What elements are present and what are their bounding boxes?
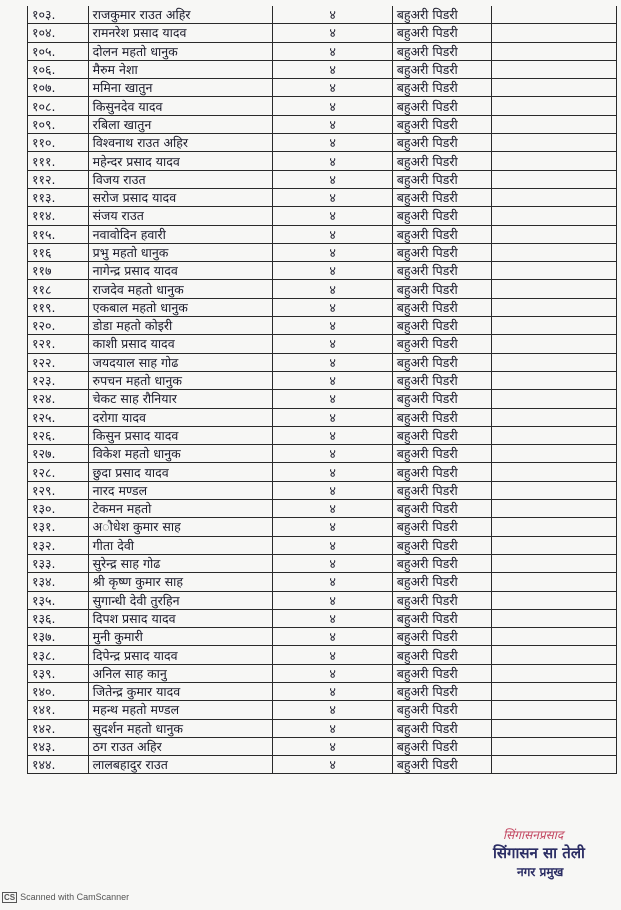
table-row [28,518,617,536]
ward-name: बहुअरी पिडरी [392,701,491,719]
table-body [28,6,617,774]
class-value: ४ [273,591,392,609]
ward-name: बहुअरी पिडरी [392,463,491,481]
person-name: जयदयाल साह गोढ [88,353,273,371]
class-value: ४ [273,628,392,646]
class-value: ४ [273,79,392,97]
stamp-name: सिंगासन सा तेली [493,844,585,862]
empty-cell [491,554,616,572]
table-row [28,262,617,280]
empty-cell [491,97,616,115]
table-row [28,664,617,682]
table-row [28,609,617,627]
class-value: ४ [273,6,392,24]
row-number: १०५. [28,42,89,60]
empty-cell [491,536,616,554]
empty-cell [491,682,616,700]
table-row [28,481,617,499]
row-number: १४०. [28,682,89,700]
table-row [28,335,617,353]
person-name: किसुन प्रसाद यादव [88,426,273,444]
row-number: १०८. [28,97,89,115]
row-number: १०६. [28,60,89,78]
person-name: ठग राउत अहिर [88,737,273,755]
ward-name: बहुअरी पिडरी [392,390,491,408]
table-row [28,42,617,60]
empty-cell [491,298,616,316]
row-number: ११४. [28,207,89,225]
table-row [28,170,617,188]
table-row [28,390,617,408]
ward-name: बहुअरी पिडरी [392,207,491,225]
empty-cell [491,408,616,426]
table-row [28,591,617,609]
person-name: रामनरेश प्रसाद यादव [88,24,273,42]
table-row [28,225,617,243]
person-name: महेन्दर प्रसाद यादव [88,152,273,170]
class-value: ४ [273,298,392,316]
row-number: १४३. [28,737,89,755]
empty-cell [491,390,616,408]
ward-name: बहुअरी पिडरी [392,518,491,536]
empty-cell [491,225,616,243]
person-name: नारद मण्डल [88,481,273,499]
person-name: सरोज प्रसाद यादव [88,188,273,206]
ward-name: बहुअरी पिडरी [392,481,491,499]
person-name: नवावोदिन हवारी [88,225,273,243]
person-name: काशी प्रसाद यादव [88,335,273,353]
table-row [28,756,617,774]
empty-cell [491,609,616,627]
ward-name: बहुअरी पिडरी [392,628,491,646]
ward-name: बहुअरी पिडरी [392,646,491,664]
class-value: ४ [273,756,392,774]
row-number: १२५. [28,408,89,426]
class-value: ४ [273,243,392,261]
table-row [28,445,617,463]
empty-cell [491,463,616,481]
ward-name: बहुअरी पिडरी [392,609,491,627]
class-value: ४ [273,737,392,755]
class-value: ४ [273,152,392,170]
row-number: १०९. [28,115,89,133]
ward-name: बहुअरी पिडरी [392,353,491,371]
table-row [28,463,617,481]
class-value: ४ [273,170,392,188]
row-number: १३४. [28,573,89,591]
row-number: ११३. [28,188,89,206]
table-row [28,371,617,389]
person-name: मैरुम नेशा [88,60,273,78]
ward-name: बहुअरी पिडरी [392,317,491,335]
row-number: ११८ [28,280,89,298]
person-name: सुदर्शन महतो धानुक [88,719,273,737]
class-value: ४ [273,390,392,408]
person-name: विश्वनाथ राउत अहिर [88,134,273,152]
empty-cell [491,664,616,682]
ward-name: बहुअरी पिडरी [392,115,491,133]
table-row [28,79,617,97]
person-name: चेकट साह रौनियार [88,390,273,408]
empty-cell [491,60,616,78]
ward-name: बहुअरी पिडरी [392,335,491,353]
ward-name: बहुअरी पिडरी [392,262,491,280]
scanner-text: Scanned with CamScanner [20,892,130,902]
ward-name: बहुअरी पिडरी [392,536,491,554]
empty-cell [491,317,616,335]
row-number: १२६. [28,426,89,444]
table-row [28,24,617,42]
class-value: ४ [273,573,392,591]
ward-name: बहुअरी पिडरी [392,719,491,737]
empty-cell [491,481,616,499]
row-number: १३५. [28,591,89,609]
class-value: ४ [273,353,392,371]
mayor-stamp [493,826,593,880]
row-number: ११७ [28,262,89,280]
class-value: ४ [273,280,392,298]
ward-name: बहुअरी पिडरी [392,134,491,152]
empty-cell [491,445,616,463]
class-value: ४ [273,554,392,572]
table-row [28,719,617,737]
person-name: टेकमन महतो [88,500,273,518]
empty-cell [491,115,616,133]
empty-cell [491,701,616,719]
ward-name: बहुअरी पिडरी [392,371,491,389]
person-name: अनिल साह कानु [88,664,273,682]
empty-cell [491,79,616,97]
person-name: किसुनदेव यादव [88,97,273,115]
row-number: १४२. [28,719,89,737]
empty-cell [491,591,616,609]
empty-cell [491,262,616,280]
class-value: ४ [273,225,392,243]
row-number: ११२. [28,170,89,188]
ward-name: बहुअरी पिडरी [392,445,491,463]
empty-cell [491,756,616,774]
ward-name: बहुअरी पिडरी [392,408,491,426]
ward-name: बहुअरी पिडरी [392,170,491,188]
class-value: ४ [273,115,392,133]
row-number: १३९. [28,664,89,682]
person-name: जितेन्द्र कुमार यादव [88,682,273,700]
row-number: १०४. [28,24,89,42]
empty-cell [491,518,616,536]
class-value: ४ [273,664,392,682]
person-name: दोलन महतो धानुक [88,42,273,60]
person-name: गीता देवी [88,536,273,554]
person-name: रबिला खातुन [88,115,273,133]
empty-cell [491,280,616,298]
ward-name: बहुअरी पिडरी [392,152,491,170]
empty-cell [491,134,616,152]
table-row [28,426,617,444]
table-row [28,6,617,24]
row-number: ११०. [28,134,89,152]
table-row [28,207,617,225]
empty-cell [491,6,616,24]
class-value: ४ [273,207,392,225]
person-name: ममिना खातुन [88,79,273,97]
row-number: १२३. [28,371,89,389]
ward-name: बहुअरी पिडरी [392,97,491,115]
person-name: विकेश महतो धानुक [88,445,273,463]
empty-cell [491,500,616,518]
person-name: श्री कृष्ण कुमार साह [88,573,273,591]
row-number: १३३. [28,554,89,572]
row-number: १२७. [28,445,89,463]
ward-name: बहुअरी पिडरी [392,426,491,444]
class-value: ४ [273,719,392,737]
empty-cell [491,170,616,188]
person-name: लालबहादुर राउत [88,756,273,774]
class-value: ४ [273,426,392,444]
row-number: १३१. [28,518,89,536]
ward-name: बहुअरी पिडरी [392,573,491,591]
class-value: ४ [273,609,392,627]
person-name: दरोगा यादव [88,408,273,426]
class-value: ४ [273,188,392,206]
row-number: १२४. [28,390,89,408]
empty-cell [491,426,616,444]
empty-cell [491,371,616,389]
stamp-title: नगर प्रमुख [517,865,564,879]
empty-cell [491,353,616,371]
ward-name: बहुअरी पिडरी [392,682,491,700]
class-value: ४ [273,646,392,664]
row-number: १२०. [28,317,89,335]
table-row [28,115,617,133]
ward-name: बहुअरी पिडरी [392,24,491,42]
ward-name: बहुअरी पिडरी [392,243,491,261]
person-name: राजकुमार राउत अहिर [88,6,273,24]
class-value: ४ [273,97,392,115]
empty-cell [491,243,616,261]
class-value: ४ [273,463,392,481]
table-row [28,500,617,518]
ward-name: बहुअरी पिडरी [392,280,491,298]
table-row [28,188,617,206]
row-number: १२१. [28,335,89,353]
row-number: ११९. [28,298,89,316]
class-value: ४ [273,134,392,152]
table-row [28,353,617,371]
row-number: १३८. [28,646,89,664]
empty-cell [491,152,616,170]
ward-name: बहुअरी पिडरी [392,298,491,316]
person-name: सुरेन्द्र साह गोढ [88,554,273,572]
table-row [28,152,617,170]
table-row [28,317,617,335]
class-value: ४ [273,481,392,499]
empty-cell [491,573,616,591]
ward-name: बहुअरी पिडरी [392,79,491,97]
person-name: रुपचन महतो धानुक [88,371,273,389]
row-number: १२९. [28,481,89,499]
table-row [28,243,617,261]
row-number: १०७. [28,79,89,97]
class-value: ४ [273,60,392,78]
ward-name: बहुअरी पिडरी [392,664,491,682]
ward-name: बहुअरी पिडरी [392,554,491,572]
row-number: १३२. [28,536,89,554]
empty-cell [491,335,616,353]
row-number: १०३. [28,6,89,24]
person-name: संजय राउत [88,207,273,225]
table-row [28,628,617,646]
row-number: १२२. [28,353,89,371]
person-name: विजय राउत [88,170,273,188]
table-row [28,97,617,115]
empty-cell [491,24,616,42]
ward-name: बहुअरी पिडरी [392,42,491,60]
class-value: ४ [273,445,392,463]
row-number: १३०. [28,500,89,518]
row-number: १३६. [28,609,89,627]
class-value: ४ [273,701,392,719]
class-value: ४ [273,518,392,536]
table-row [28,408,617,426]
person-name: छुदा प्रसाद यादव [88,463,273,481]
ward-name: बहुअरी पिडरी [392,225,491,243]
table-row [28,280,617,298]
person-name: नागेन्द्र प्रसाद यादव [88,262,273,280]
handwritten-signature: सिंगासनप्रसाद [503,828,564,842]
ward-name: बहुअरी पिडरी [392,737,491,755]
row-number: १२८. [28,463,89,481]
table-row [28,298,617,316]
table-row [28,536,617,554]
person-name: महन्थ महतो मण्डल [88,701,273,719]
empty-cell [491,42,616,60]
row-number: १४४. [28,756,89,774]
table-row [28,701,617,719]
person-name: प्रभु महतो धानुक [88,243,273,261]
name-list-table [27,6,617,774]
table-row [28,573,617,591]
person-name: एकबाल महतो धानुक [88,298,273,316]
empty-cell [491,737,616,755]
ward-name: बहुअरी पिडरी [392,591,491,609]
ward-name: बहुअरी पिडरी [392,188,491,206]
class-value: ४ [273,682,392,700]
row-number: ११६ [28,243,89,261]
person-name: डोडा महतो कोइरी [88,317,273,335]
row-number: १४१. [28,701,89,719]
person-name: मुनी कुमारी [88,628,273,646]
empty-cell [491,646,616,664]
table-row [28,646,617,664]
table-row [28,60,617,78]
ward-name: बहुअरी पिडरी [392,60,491,78]
empty-cell [491,719,616,737]
class-value: ४ [273,500,392,518]
table-row [28,134,617,152]
class-value: ४ [273,371,392,389]
row-number: ११५. [28,225,89,243]
class-value: ४ [273,42,392,60]
empty-cell [491,207,616,225]
person-name: अौधेश कुमार साह [88,518,273,536]
empty-cell [491,188,616,206]
class-value: ४ [273,24,392,42]
person-name: दिपेन्द्र प्रसाद यादव [88,646,273,664]
table-row [28,554,617,572]
person-name: राजदेव महतो धानुक [88,280,273,298]
row-number: १११. [28,152,89,170]
class-value: ४ [273,262,392,280]
class-value: ४ [273,335,392,353]
class-value: ४ [273,317,392,335]
ward-name: बहुअरी पिडरी [392,756,491,774]
ward-name: बहुअरी पिडरी [392,6,491,24]
class-value: ४ [273,408,392,426]
camscanner-logo-icon: CS [4,893,16,902]
empty-cell [491,628,616,646]
table-row [28,737,617,755]
ward-name: बहुअरी पिडरी [392,500,491,518]
person-name: सुगान्धी देवी तुरहिन [88,591,273,609]
table-row [28,682,617,700]
person-name: दिपश प्रसाद यादव [88,609,273,627]
row-number: १३७. [28,628,89,646]
class-value: ४ [273,536,392,554]
scanner-watermark [2,892,129,903]
